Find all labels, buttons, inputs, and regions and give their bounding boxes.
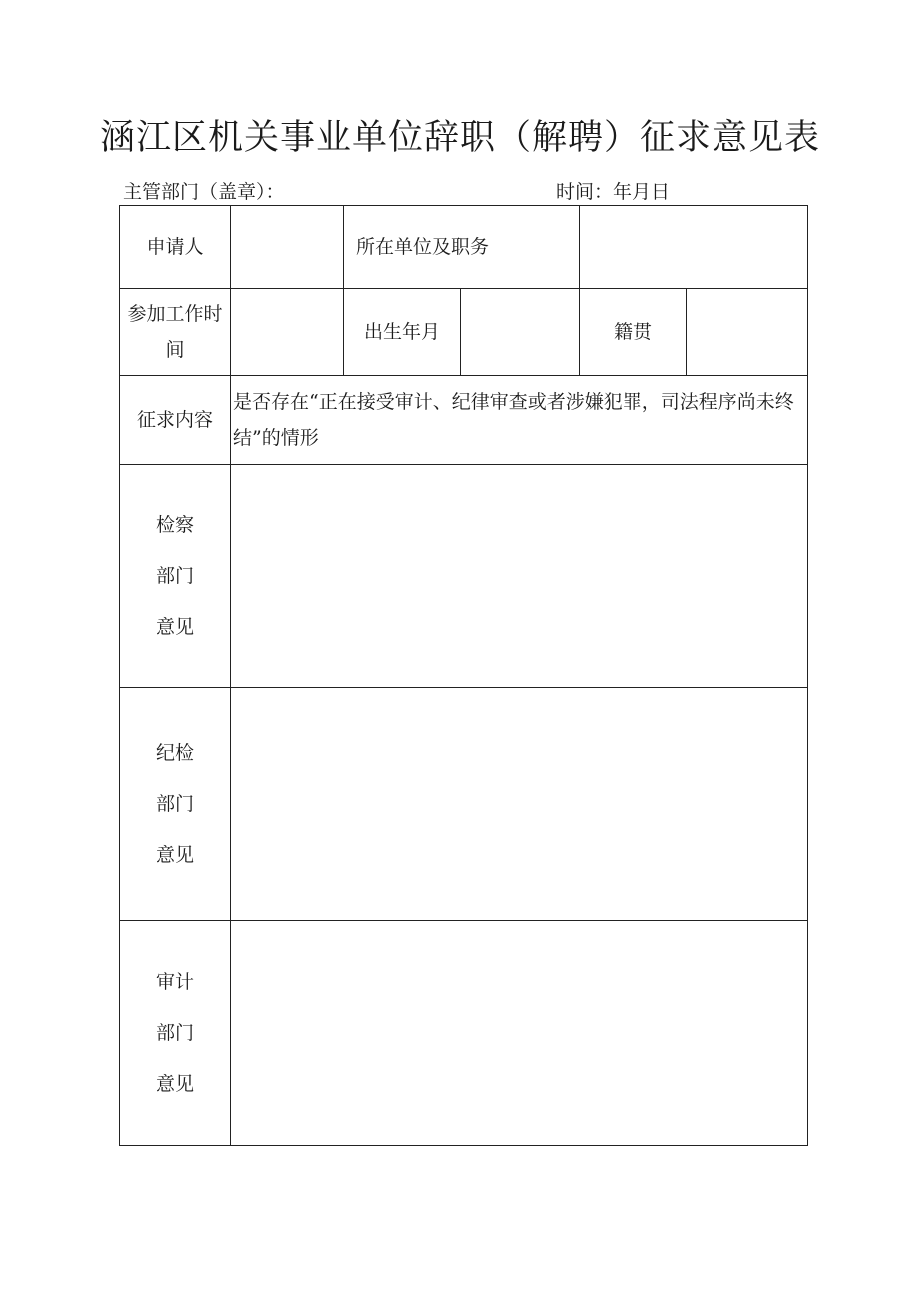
discipline-label-line2: 部门 (155, 792, 194, 815)
birth-field[interactable] (461, 289, 580, 376)
procuratorate-opinion-field[interactable] (231, 465, 808, 688)
form-title: 涵江区机关事业单位辞职（解聘）征求意见表 (99, 118, 820, 158)
work-start-label: 参加工作时间 (120, 289, 231, 376)
date-label: 时间：年月日 (556, 181, 671, 203)
discipline-opinion-field[interactable] (231, 688, 808, 921)
unit-position-label: 所在单位及职务 (344, 206, 580, 289)
audit-row (120, 921, 808, 1146)
procuratorate-label-line2: 部门 (155, 564, 194, 587)
applicant-field[interactable] (231, 206, 344, 289)
audit-label-line2: 部门 (155, 1021, 194, 1044)
opinion-form-table (119, 205, 808, 1146)
audit-label-line3: 意见 (155, 1072, 194, 1095)
native-place-field[interactable] (687, 289, 808, 376)
procuratorate-opinion-label (120, 465, 231, 688)
inquiry-row (120, 376, 808, 465)
discipline-label-line1: 纪检 (155, 741, 194, 764)
applicant-row (120, 206, 808, 289)
procuratorate-label-line1: 检察 (155, 513, 194, 536)
audit-opinion-field[interactable] (231, 921, 808, 1146)
procuratorate-label-line3: 意见 (155, 615, 194, 638)
birth-label: 出生年月 (344, 289, 461, 376)
discipline-row (120, 688, 808, 921)
unit-position-field[interactable] (580, 206, 808, 289)
procuratorate-row (120, 465, 808, 688)
work-start-field[interactable] (231, 289, 344, 376)
work-birth-row (120, 289, 808, 376)
discipline-opinion-label (120, 688, 231, 921)
audit-opinion-label (120, 921, 231, 1146)
discipline-label-line3: 意见 (155, 843, 194, 866)
native-place-label: 籍贯 (580, 289, 687, 376)
applicant-label: 申请人 (120, 206, 231, 289)
inquiry-label: 征求内容 (120, 376, 231, 465)
dept-seal-label: 主管部门（盖章）： (123, 181, 285, 203)
audit-label-line1: 审计 (155, 970, 194, 993)
inquiry-content: 是否存在“正在接受审计、纪律审查或者涉嫌犯罪，司法程序尚未终结”的情形 (231, 376, 808, 465)
